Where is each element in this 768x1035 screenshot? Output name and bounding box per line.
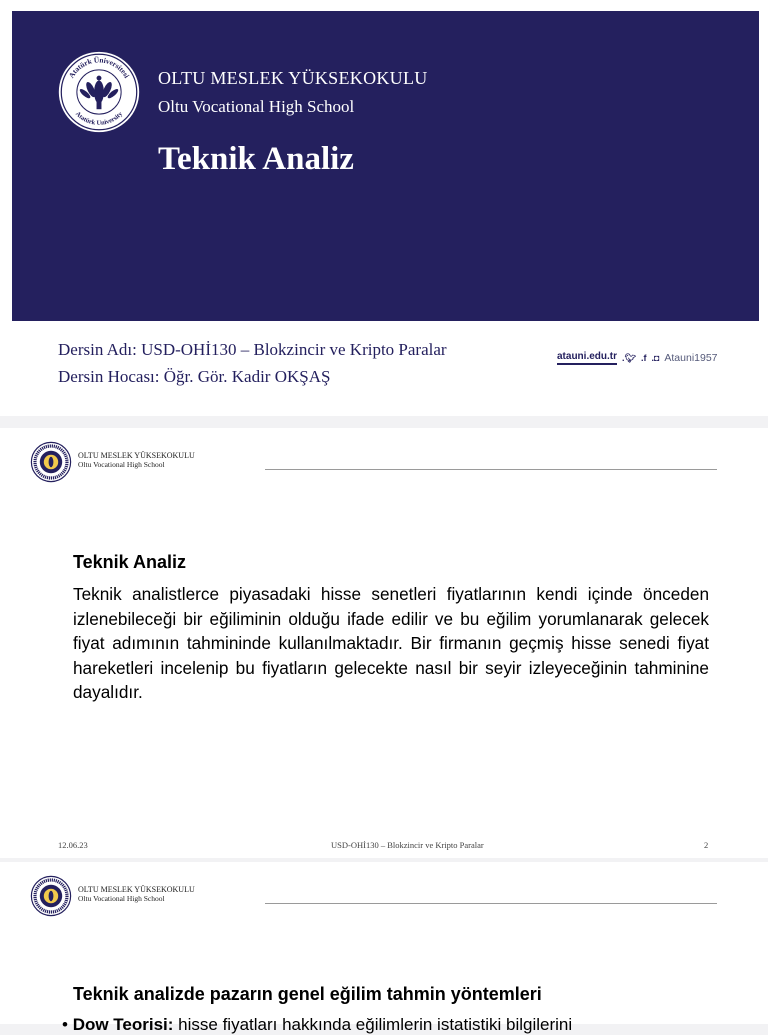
website-link[interactable]: atauni.edu.tr [557,351,617,365]
content-slide-3 [0,862,768,1034]
header-school-tr: OLTU MESLEK YÜKSEKOKULU [78,885,195,894]
title-slide [0,0,768,416]
header-school-tr: OLTU MESLEK YÜKSEKOKULU [78,451,195,460]
university-seal-icon [58,51,140,133]
footer-page-number: 2 [704,840,709,850]
deck-title: Teknik Analiz [158,141,354,177]
bullet-item [62,1015,572,1035]
bullet-text: hisse fiyatları hakkında eğilimlerin istatistiki bilgilerini [173,1015,573,1034]
social-links [557,350,718,366]
seal-ring-top-text: Atatürk Üniversitesi [66,55,132,80]
university-seal-icon [31,442,71,482]
social-handle: Atauni1957 [664,352,718,364]
header-divider [265,469,717,470]
course-name-line: Dersin Adı: USD-OHİ130 – Blokzincir ve Kripto Paralar [58,340,447,359]
header-divider [265,903,717,904]
school-name-en: Oltu Vocational High School [158,97,355,116]
bullet-term: Dow Teorisi: [72,1015,174,1034]
bullet-marker: • [62,1015,73,1034]
facebook-icon[interactable]: .f [640,353,647,363]
header-school-en: Oltu Vocational High School [78,460,165,469]
slide-heading: Teknik analizde pazarın genel eğilim tahmin yöntemleri [73,984,542,1004]
slide-header [31,442,731,482]
slide-body-text: Teknik analistlerce piyasadaki hisse senetleri fiyatlarının kendi içinde önceden izlenebileceği bir eğiliminin olduğu ifade edilir ve bu eğilim yorumlanarak gelecek fiyat adımının tahmininde kullanılmaktadır. Bir firmanın geçmiş hisse senedi fiyat hareketleri incelenip bu fiyatların gelecekte nasıl bir seyir izleyeceğinin tahminine dayalıdır. [73,584,709,702]
header-school-en: Oltu Vocational High School [78,894,165,903]
instagram-icon[interactable]: .◘ [651,353,660,363]
title-banner [12,11,759,321]
school-name-tr: OLTU MESLEK YÜKSEKOKULU [158,68,428,88]
twitter-icon[interactable]: .🐦︎ [622,352,636,363]
seal-ring-bottom-text: Atatürk University [73,110,125,127]
slide-header [31,876,731,916]
slide-heading: Teknik Analiz [73,552,187,572]
content-slide-2 [0,428,768,858]
footer-course: USD-OHİ130 – Blokzincir ve Kripto Paralar [331,840,484,850]
footer-date: 12.06.23 [58,840,88,850]
instructor-line: Dersin Hocası: Öğr. Gör. Kadir OKŞAŞ [58,367,331,386]
university-seal-icon [31,876,71,916]
